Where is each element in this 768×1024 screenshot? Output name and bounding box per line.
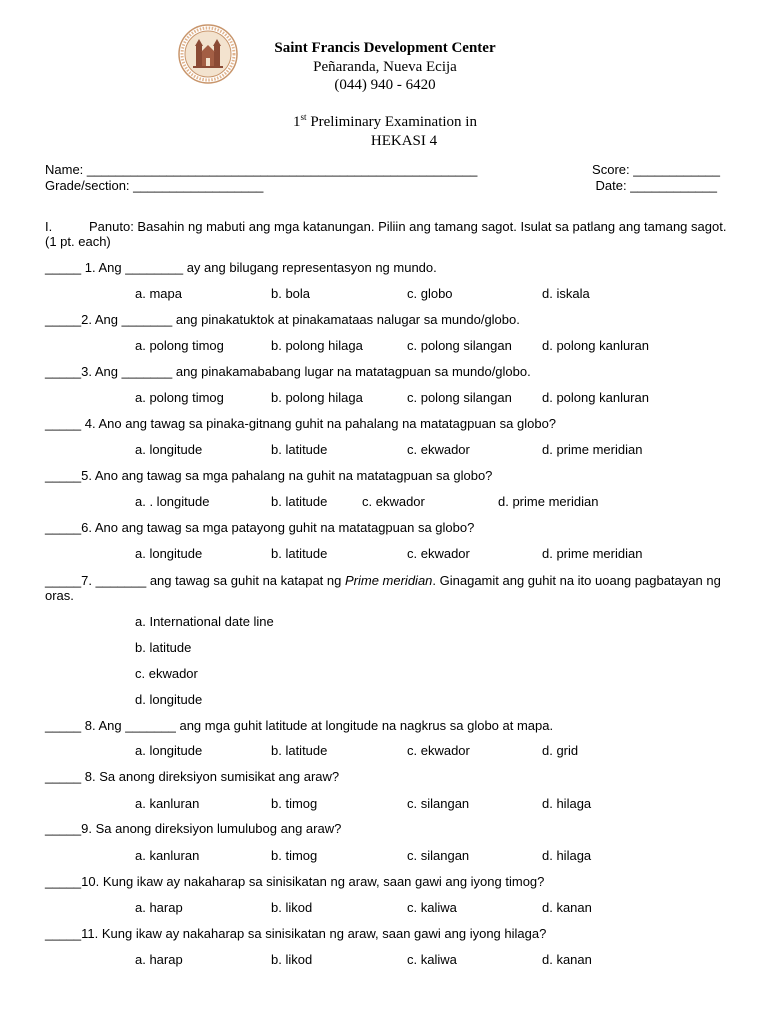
grade-section-field[interactable]: Grade/section: __________________: [45, 178, 264, 193]
option-8b[interactable]: b. latitude: [271, 743, 328, 758]
option-8-2b[interactable]: b. timog: [271, 796, 318, 811]
option-5a[interactable]: a. . longitude: [135, 494, 210, 509]
option-11b[interactable]: b. likod: [271, 952, 313, 967]
school-seal-icon: [178, 24, 238, 84]
question-4: _____ 4. Ano ang tawag sa pinaka-gitnang guhit na pahalang na matatagpuan sa globo?: [45, 416, 557, 431]
option-7b[interactable]: b. latitude: [135, 640, 192, 655]
option-8-2d[interactable]: d. hilaga: [542, 796, 592, 811]
question-8-sun-rise: _____ 8. Sa anong direksiyon sumisikat ang araw?: [45, 769, 340, 784]
option-6c[interactable]: c. ekwador: [407, 546, 470, 561]
option-4a[interactable]: a. longitude: [135, 442, 203, 457]
option-5c[interactable]: c. ekwador: [362, 494, 425, 509]
option-3b[interactable]: b. polong hilaga: [271, 390, 363, 405]
option-8a[interactable]: a. longitude: [135, 743, 203, 758]
question-9: _____9. Sa anong direksiyon lumulubog ang araw?: [45, 821, 342, 836]
exam-title-line: [230, 108, 540, 132]
question-7-text-start: _____7. _______ ang tawag sa guhit na katapat ng: [45, 573, 345, 588]
school-name: Saint Francis Development Center: [274, 40, 496, 56]
option-10d[interactable]: d. kanan: [542, 900, 592, 915]
option-9c[interactable]: c. silangan: [407, 848, 470, 863]
option-5b[interactable]: b. latitude: [271, 494, 328, 509]
score-field[interactable]: Score: ____________: [592, 162, 720, 177]
school-address: Peñaranda, Nueva Ecija: [313, 59, 457, 75]
instructions: [45, 219, 735, 249]
option-1d[interactable]: d. iskala: [542, 286, 590, 301]
option-6a[interactable]: a. longitude: [135, 546, 203, 561]
option-4c[interactable]: c. ekwador: [407, 442, 470, 457]
question-7: [45, 573, 735, 603]
option-8d[interactable]: d. grid: [542, 743, 579, 758]
exam-title: [230, 108, 540, 151]
question-7-italic: Prime meridian: [344, 573, 433, 588]
question-10: _____10. Kung ikaw ay nakaharap sa sinisikatan ng araw, saan gawi ang iyong timog?: [45, 874, 545, 889]
option-6b[interactable]: b. latitude: [271, 546, 328, 561]
question-5: _____5. Ano ang tawag sa mga pahalang na guhit na matatagpuan sa globo?: [45, 468, 493, 483]
option-8-2a[interactable]: a. kanluran: [135, 796, 200, 811]
option-11c[interactable]: c. kaliwa: [407, 952, 457, 967]
option-10a[interactable]: a. harap: [135, 900, 183, 915]
option-7a[interactable]: a. International date line: [135, 614, 274, 629]
option-9b[interactable]: b. timog: [271, 848, 318, 863]
question-2: _____2. Ang _______ ang pinakatuktok at pinakamataas nalugar sa mundo/globo.: [45, 312, 520, 327]
instructions-text: Panuto: Basahin ng mabuti ang mga katanungan. Piliin ang tamang sagot. Isulat sa patlang ang tamang sagot. (1 pt. each): [45, 219, 727, 249]
option-9a[interactable]: a. kanluran: [135, 848, 200, 863]
option-11a[interactable]: a. harap: [135, 952, 183, 967]
question-1: _____ 1. Ang ________ ay ang bilugang representasyon ng mundo.: [45, 260, 437, 275]
option-9d[interactable]: d. hilaga: [542, 848, 592, 863]
option-4b[interactable]: b. latitude: [271, 442, 328, 457]
option-1c[interactable]: c. globo: [407, 286, 453, 301]
option-5d[interactable]: d. prime meridian: [498, 494, 599, 509]
instructions-number: I.: [45, 219, 53, 234]
option-2d[interactable]: d. polong kanluran: [542, 338, 649, 353]
exam-subject: HEKASI 4: [370, 133, 438, 149]
option-3d[interactable]: d. polong kanluran: [542, 390, 649, 405]
exam-title-text: Preliminary Examination in: [306, 114, 477, 130]
name-field[interactable]: Name: ______________________________________________________: [45, 162, 478, 177]
option-1b[interactable]: b. bola: [271, 286, 311, 301]
question-6: _____6. Ano ang tawag sa mga patayong guhit na matatagpuan sa globo?: [45, 520, 475, 535]
option-10b[interactable]: b. likod: [271, 900, 313, 915]
option-10c[interactable]: c. kaliwa: [407, 900, 457, 915]
option-8-2c[interactable]: c. silangan: [407, 796, 470, 811]
option-2b[interactable]: b. polong hilaga: [271, 338, 363, 353]
question-7-text-end: . Ginagamit ang guhit na ito uoang pagbatayan ng oras.: [45, 573, 721, 603]
option-11d[interactable]: d. kanan: [542, 952, 592, 967]
option-2c[interactable]: c. polong silangan: [407, 338, 512, 353]
option-7d[interactable]: d. longitude: [135, 692, 203, 707]
question-3: _____3. Ang _______ ang pinakamababang lugar na matatagpuan sa mundo/globo.: [45, 364, 531, 379]
school-info: [250, 38, 520, 94]
option-1a[interactable]: a. mapa: [135, 286, 182, 301]
option-3a[interactable]: a. polong timog: [135, 390, 224, 405]
school-phone: (044) 940 - 6420: [334, 77, 436, 93]
option-6d[interactable]: d. prime meridian: [542, 546, 643, 561]
question-8: _____ 8. Ang _______ ang mga guhit latitude at longitude na nagkrus sa globo at mapa.: [45, 718, 554, 733]
option-8c[interactable]: c. ekwador: [407, 743, 470, 758]
option-7c[interactable]: c. ekwador: [135, 666, 198, 681]
option-4d[interactable]: d. prime meridian: [542, 442, 643, 457]
option-3c[interactable]: c. polong silangan: [407, 390, 512, 405]
exam-ordinal: 1: [293, 114, 301, 130]
option-2a[interactable]: a. polong timog: [135, 338, 224, 353]
question-11: _____11. Kung ikaw ay nakaharap sa sinisikatan ng araw, saan gawi ang iyong hilaga?: [45, 926, 547, 941]
exam-ordinal-suffix: st: [300, 112, 307, 122]
date-field[interactable]: Date: ____________: [595, 178, 717, 193]
